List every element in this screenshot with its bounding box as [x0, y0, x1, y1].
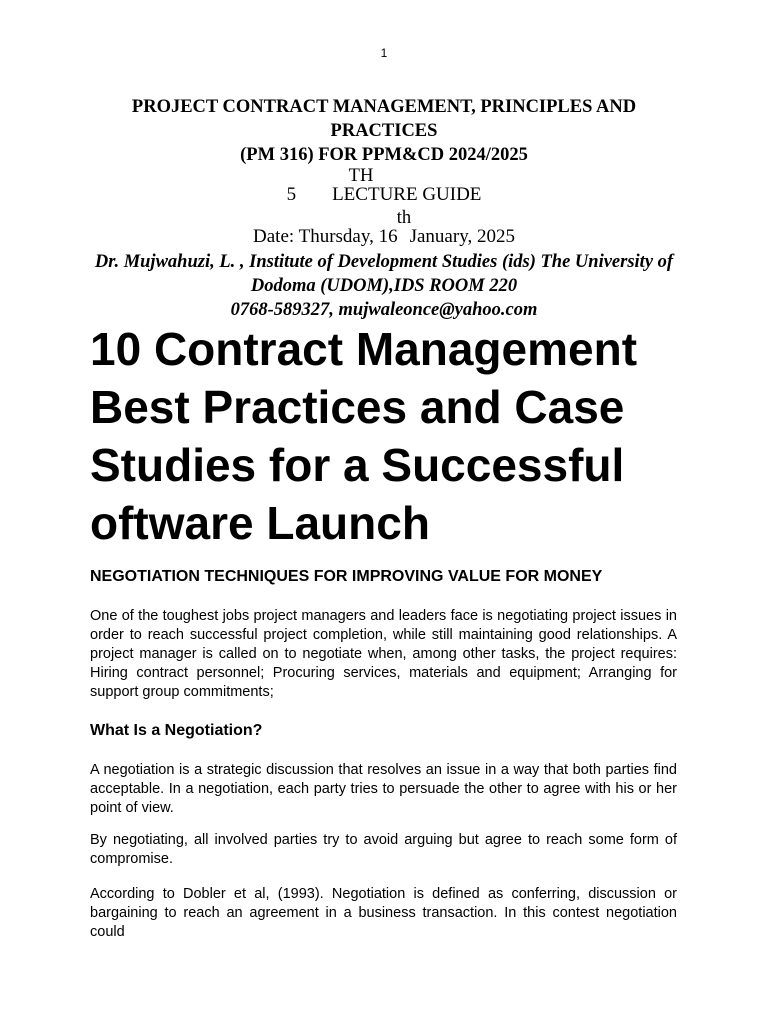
paragraph-definition: A negotiation is a strategic discussion that resolves an issue in a way that both parties find acceptable. In a negotiation, each party tries to persuade the other to agree with his or her point of view. — [90, 762, 677, 816]
lecture-number: 5 — [286, 184, 297, 205]
paragraph-dobler: According to Dobler et al, (1993). Negotiation is defined as conferring, discussion or bargaining to reach an agreement in a business transaction. In this contest negotiation could — [90, 886, 677, 940]
author-affiliation: Dr. Mujwahuzi, L. , Institute of Development Studies (ids) The University of Dodoma (UDOM),IDS ROOM 220 — [94, 252, 674, 296]
lecture-superscript: TH — [348, 166, 374, 186]
course-code: (PM 316) FOR PPM&CD 2024/2025 — [240, 145, 528, 165]
paragraph-compromise: By negotiating, all involved parties try to avoid arguing but agree to reach some form of compromise. — [90, 832, 677, 867]
paragraph-intro: One of the toughest jobs project managers and leaders face is negotiating project issues in order to reach successful project completion, while still maintaining good relationships. A project manager is called on to negotiate when, among other tasks, the project requires: Hiring contract personnel; Procuring services, materials and equipment; Arranging for support group commitments; — [90, 608, 677, 700]
document-title: PROJECT CONTRACT MANAGEMENT, PRINCIPLES AND PRACTICES — [131, 97, 637, 141]
date-suffix: January, 2025 — [409, 226, 515, 247]
lecture-label: LECTURE GUIDE — [332, 184, 482, 205]
main-title: 10 Contract Management Best Practices and Case Studies for a Successful oftware Launch — [90, 323, 638, 549]
date-prefix: Date: Thursday, 16 — [253, 226, 398, 247]
section-heading: NEGOTIATION TECHNIQUES FOR IMPROVING VALUE FOR MONEY — [90, 568, 603, 585]
date-superscript: th — [396, 208, 412, 228]
page-number: 1 — [380, 46, 388, 60]
date-line — [90, 226, 678, 248]
sub-heading: What Is a Negotiation? — [90, 722, 263, 739]
author-block — [90, 250, 678, 322]
lecture-guide-line — [90, 183, 678, 207]
author-contact: 0768-589327, mujwaleonce@yahoo.com — [230, 300, 538, 320]
